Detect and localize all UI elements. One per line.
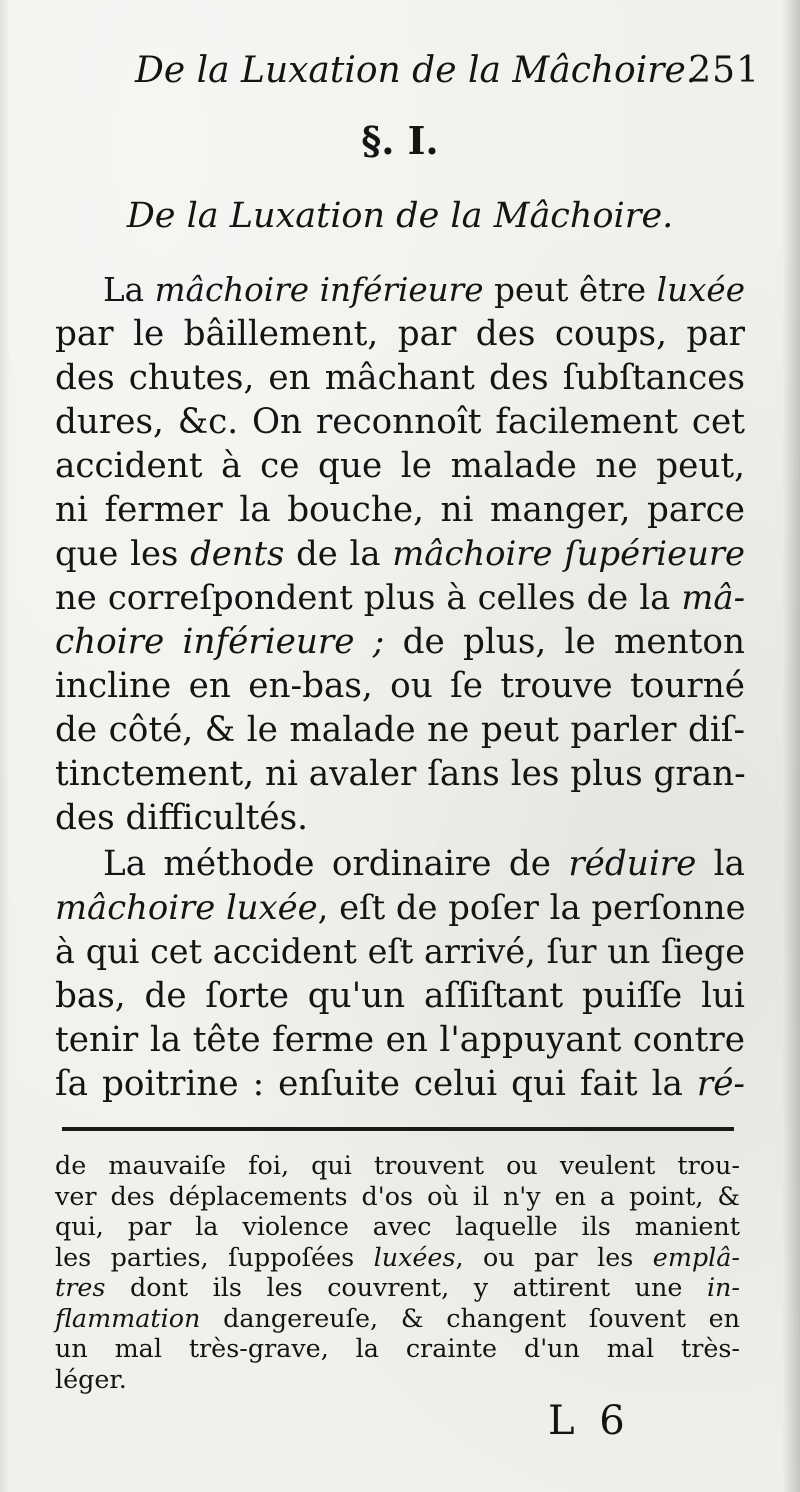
section-heading: De la Luxation de la Mâchoire. xyxy=(126,196,674,236)
text-line: incline en en-bas, ou ſe trouve tourné xyxy=(55,666,745,706)
text-line: des chutes, en mâchant des ſubſtances xyxy=(55,358,745,398)
footnote-line: un mal très-grave, la crainte d'un mal très- xyxy=(55,1333,740,1363)
footnote-line: flammation dangereuſe, & changent ſouvent en xyxy=(55,1302,740,1333)
paragraph-2 xyxy=(55,842,745,1106)
text-line: que les dents de la mâchoire ſupérieure xyxy=(55,534,746,573)
text-line: ni fermer la bouche, ni manger, parce xyxy=(55,490,745,530)
text-line: La méthode ordinaire de réduire la xyxy=(103,844,746,884)
text-line: ſa poitrine : enſuite celui qui fait la ré- xyxy=(55,1064,745,1104)
running-title: De la Luxation de la Mâchoire. xyxy=(135,50,698,91)
text-line: accident à ce que le malade ne peut, xyxy=(55,446,745,486)
text-line: des difficultés. xyxy=(55,798,309,838)
text-line: dures, &c. On reconnoît facilement cet xyxy=(55,402,745,442)
text-line: La mâchoire inférieure peut être luxée xyxy=(103,271,745,309)
text-line: mâchoire luxée, eſt de poſer la perſonne xyxy=(55,888,746,927)
section-mark: §. I. xyxy=(361,118,439,163)
text-line: à qui cet accident eſt arrivé, ſur un ſiege xyxy=(55,932,745,971)
text-line: par le bâillement, par des coups, par xyxy=(55,314,745,354)
page-number: 251 xyxy=(688,50,760,91)
footnote-line: tres dont ils les couvrent, y attirent une in- xyxy=(55,1272,740,1302)
footnote-line: qui, par la violence avec laquelle ils manient xyxy=(55,1211,740,1241)
paragraph-1 xyxy=(55,268,745,840)
text-line: bas, de ſorte qu'un aſſiſtant puiſſe lui xyxy=(55,976,745,1016)
footnote-line: ver des déplacements d'os où il n'y en a point, & xyxy=(55,1180,740,1211)
footnote-line: les parties, ſuppoſées luxées, ou par les emplâ- xyxy=(55,1241,740,1272)
text-line: de côté, & le malade ne peut parler diſ- xyxy=(55,710,745,750)
text-line: tinctement, ni avaler ſans les plus gran- xyxy=(55,754,746,794)
text-line: ne correſpondent plus à celles de la mâ- xyxy=(55,578,745,617)
footnote xyxy=(55,1150,740,1394)
text-line: choire inférieure ; de plus, le menton xyxy=(55,622,745,662)
footnote-rule xyxy=(62,1127,734,1131)
text-line: tenir la tête ferme en l'appuyant contre xyxy=(55,1020,745,1060)
footnote-line: léger. xyxy=(55,1363,127,1394)
running-head xyxy=(135,50,760,98)
signature-mark: L 6 xyxy=(548,1398,631,1444)
footnote-line: de mauvaiſe foi, qui trouvent ou veulent trou- xyxy=(55,1150,740,1180)
